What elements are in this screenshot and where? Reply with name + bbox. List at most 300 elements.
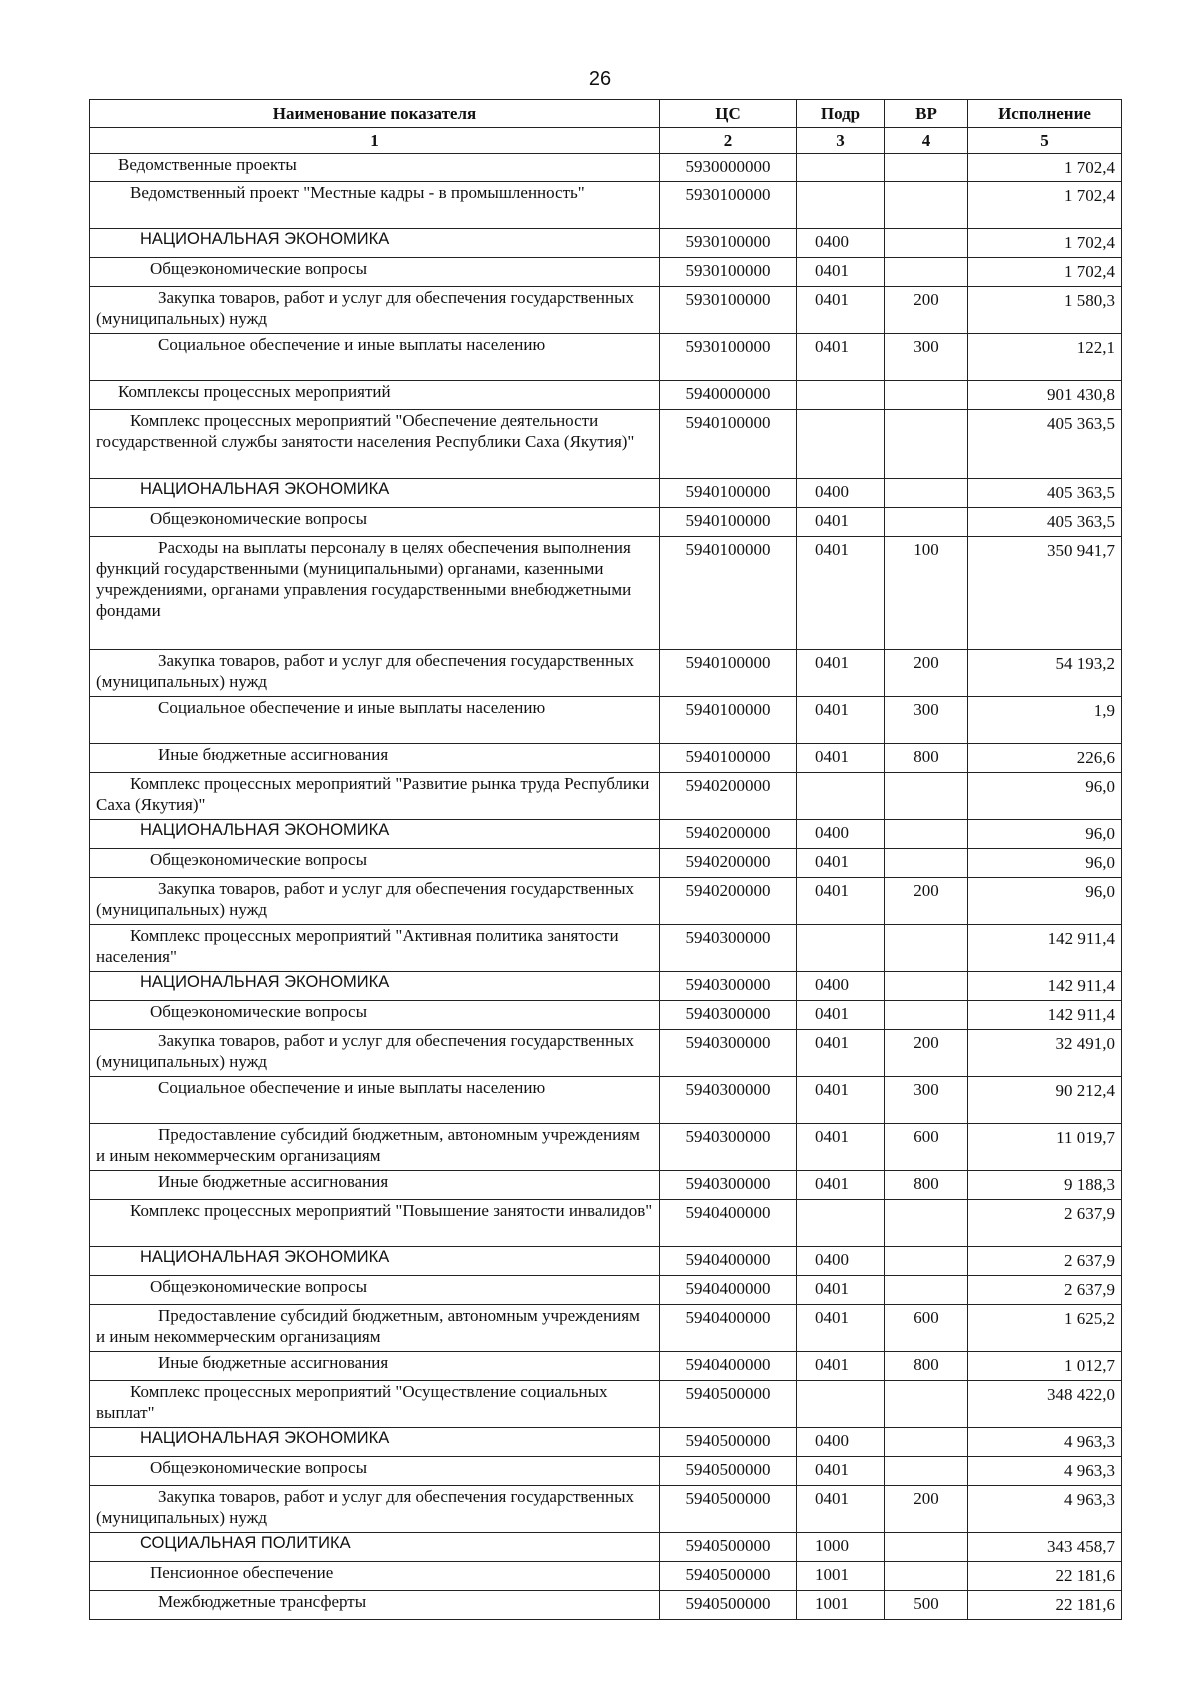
row-vr-cell [885, 258, 968, 287]
row-name-cell [90, 1591, 660, 1620]
row-cs-cell [660, 1428, 797, 1457]
row-cs-cell [660, 972, 797, 1001]
row-cs-cell [660, 381, 797, 410]
row-podr-cell [797, 508, 885, 537]
row-name: Пенсионное обеспечение [150, 1563, 334, 1582]
table-row [90, 1001, 1122, 1030]
row-cs: 5930100000 [685, 261, 771, 280]
table-row [90, 287, 1122, 334]
row-amount-cell [968, 334, 1122, 381]
row-amount: 2 637,9 [1064, 1204, 1115, 1223]
row-name: НАЦИОНАЛЬНАЯ ЭКОНОМИКА [140, 821, 390, 839]
row-amount: 350 941,7 [1047, 541, 1115, 560]
row-cs: 5940300000 [685, 1080, 771, 1099]
table-row [90, 1077, 1122, 1124]
row-vr-cell [885, 878, 968, 925]
row-name-cell [90, 1124, 660, 1171]
row-vr-cell [885, 479, 968, 508]
table-row [90, 1591, 1122, 1620]
row-amount-cell [968, 1077, 1122, 1124]
page-number: 26 [588, 68, 612, 90]
row-vr-cell [885, 849, 968, 878]
row-podr-cell [797, 537, 885, 650]
row-amount-cell [968, 258, 1122, 287]
row-cs: 5940500000 [685, 1384, 771, 1403]
row-name-cell [90, 154, 660, 182]
row-vr: 100 [913, 540, 939, 559]
table-row [90, 1200, 1122, 1247]
row-vr: 600 [913, 1127, 939, 1146]
row-podr: 0401 [815, 1127, 849, 1146]
table-row [90, 229, 1122, 258]
row-podr: 0401 [815, 1033, 849, 1052]
row-amount-cell [968, 650, 1122, 697]
row-amount: 405 363,5 [1047, 512, 1115, 531]
row-amount-cell [968, 878, 1122, 925]
row-name: Закупка товаров, работ и услуг для обеспечения государственных (муниципальных) нужд [96, 1031, 635, 1071]
row-vr: 800 [913, 1174, 939, 1193]
row-podr: 0401 [815, 1308, 849, 1327]
row-amount: 32 491,0 [1055, 1034, 1115, 1053]
row-podr-cell [797, 1305, 885, 1352]
table-row [90, 1305, 1122, 1352]
row-podr-cell [797, 697, 885, 744]
row-vr: 800 [913, 747, 939, 766]
row-cs-cell [660, 410, 797, 479]
row-podr-cell [797, 972, 885, 1001]
row-name-cell [90, 1171, 660, 1200]
row-amount-cell [968, 1305, 1122, 1352]
row-cs-cell [660, 820, 797, 849]
row-amount: 11 019,7 [1056, 1128, 1115, 1147]
row-podr-cell [797, 154, 885, 182]
row-amount: 4 963,3 [1064, 1461, 1115, 1480]
row-cs-cell [660, 697, 797, 744]
row-amount: 4 963,3 [1064, 1490, 1115, 1509]
row-podr-cell [797, 1077, 885, 1124]
row-amount-cell [968, 1001, 1122, 1030]
row-podr-cell [797, 820, 885, 849]
row-vr-cell [885, 410, 968, 479]
row-podr-cell [797, 258, 885, 287]
row-name-cell [90, 1428, 660, 1457]
row-name-cell [90, 1077, 660, 1124]
row-podr-cell [797, 849, 885, 878]
row-name: Расходы на выплаты персоналу в целях обеспечения выполнения функций государственными (муниципальными) органами, казенными учреждениями, органами управления государственными внебюджетными фондами [96, 538, 632, 620]
row-name-cell [90, 182, 660, 229]
row-vr-cell [885, 154, 968, 182]
row-vr-cell [885, 1591, 968, 1620]
row-vr-cell [885, 773, 968, 820]
row-name: Закупка товаров, работ и услуг для обеспечения государственных (муниципальных) нужд [96, 288, 635, 328]
row-cs: 5940500000 [685, 1594, 771, 1613]
row-vr-cell [885, 1247, 968, 1276]
row-vr-cell [885, 1486, 968, 1533]
column-number-row [90, 128, 1122, 154]
row-name: НАЦИОНАЛЬНАЯ ЭКОНОМИКА [140, 1429, 390, 1447]
row-amount-cell [968, 537, 1122, 650]
table-row [90, 1124, 1122, 1171]
row-name-cell [90, 820, 660, 849]
header-amount: Исполнение [968, 100, 1122, 128]
table-row [90, 1381, 1122, 1428]
row-cs-cell [660, 878, 797, 925]
row-name-cell [90, 479, 660, 508]
row-amount: 2 637,9 [1064, 1280, 1115, 1299]
row-name: Общеэкономические вопросы [150, 1002, 367, 1021]
row-podr-cell [797, 410, 885, 479]
row-vr: 200 [913, 1033, 939, 1052]
row-podr-cell [797, 182, 885, 229]
row-amount-cell [968, 1381, 1122, 1428]
row-podr: 0401 [815, 1355, 849, 1374]
row-amount-cell [968, 229, 1122, 258]
row-cs-cell [660, 1077, 797, 1124]
row-amount-cell [968, 1171, 1122, 1200]
table-row [90, 1428, 1122, 1457]
row-cs: 5930100000 [685, 232, 771, 251]
row-amount-cell [968, 849, 1122, 878]
row-name: Закупка товаров, работ и услуг для обеспечения государственных (муниципальных) нужд [96, 879, 635, 919]
row-name: Общеэкономические вопросы [150, 1277, 367, 1296]
row-name-cell [90, 1305, 660, 1352]
row-vr: 600 [913, 1308, 939, 1327]
row-amount: 1 702,4 [1064, 233, 1115, 252]
row-amount: 122,1 [1076, 338, 1115, 357]
table-row [90, 1533, 1122, 1562]
row-vr-cell [885, 182, 968, 229]
column-number: 4 [885, 128, 968, 154]
row-name-cell [90, 1276, 660, 1305]
row-name-cell [90, 925, 660, 972]
row-podr: 0400 [815, 975, 849, 994]
row-amount-cell [968, 744, 1122, 773]
row-amount: 1 012,7 [1064, 1356, 1115, 1375]
row-amount-cell [968, 508, 1122, 537]
row-podr-cell [797, 1030, 885, 1077]
table-row [90, 1562, 1122, 1591]
row-cs-cell [660, 182, 797, 229]
row-amount-cell [968, 1428, 1122, 1457]
row-name-cell [90, 972, 660, 1001]
table-row [90, 1352, 1122, 1381]
row-name: Ведомственный проект "Местные кадры - в промышленность" [130, 183, 585, 202]
row-vr-cell [885, 1001, 968, 1030]
row-cs: 5940200000 [685, 881, 771, 900]
row-name: Предоставление субсидий бюджетным, автономным учреждениям и иным некоммерческим организациям [96, 1125, 640, 1165]
row-name-cell [90, 1001, 660, 1030]
row-cs: 5940500000 [685, 1431, 771, 1450]
table-row [90, 972, 1122, 1001]
row-name: Иные бюджетные ассигнования [158, 745, 389, 764]
row-amount-cell [968, 1562, 1122, 1591]
row-podr: 0401 [815, 337, 849, 356]
row-name-cell [90, 1247, 660, 1276]
row-cs-cell [660, 1457, 797, 1486]
row-podr-cell [797, 1124, 885, 1171]
row-name-cell [90, 1352, 660, 1381]
row-vr-cell [885, 972, 968, 1001]
table-row [90, 1276, 1122, 1305]
row-amount: 22 181,6 [1055, 1566, 1115, 1585]
row-name: Социальное обеспечение и иные выплаты населению [158, 335, 546, 354]
row-cs-cell [660, 1001, 797, 1030]
row-vr: 500 [913, 1594, 939, 1613]
row-cs: 5940300000 [685, 1004, 771, 1023]
row-podr: 0400 [815, 232, 849, 251]
row-amount: 96,0 [1085, 824, 1115, 843]
row-name: НАЦИОНАЛЬНАЯ ЭКОНОМИКА [140, 1248, 390, 1266]
row-name-cell [90, 381, 660, 410]
row-amount-cell [968, 1486, 1122, 1533]
row-name-cell [90, 1457, 660, 1486]
row-amount-cell [968, 1352, 1122, 1381]
row-amount: 348 422,0 [1047, 1385, 1115, 1404]
row-name-cell [90, 229, 660, 258]
row-cs-cell [660, 849, 797, 878]
row-podr: 0401 [815, 881, 849, 900]
row-amount-cell [968, 1247, 1122, 1276]
row-vr-cell [885, 1276, 968, 1305]
row-amount: 405 363,5 [1047, 414, 1115, 433]
row-name-cell [90, 508, 660, 537]
row-podr: 1000 [815, 1536, 849, 1555]
column-number: 2 [660, 128, 797, 154]
row-vr: 200 [913, 653, 939, 672]
row-vr-cell [885, 650, 968, 697]
row-amount-cell [968, 820, 1122, 849]
row-amount: 1 702,4 [1064, 186, 1115, 205]
table-body [90, 154, 1122, 1620]
row-podr: 0401 [815, 1080, 849, 1099]
row-cs-cell [660, 1030, 797, 1077]
table-row [90, 508, 1122, 537]
row-podr-cell [797, 1591, 885, 1620]
table-row [90, 1486, 1122, 1533]
row-amount-cell [968, 182, 1122, 229]
row-podr-cell [797, 1533, 885, 1562]
row-podr: 0401 [815, 1174, 849, 1193]
row-cs-cell [660, 287, 797, 334]
table-row [90, 1457, 1122, 1486]
row-cs-cell [660, 1171, 797, 1200]
row-podr-cell [797, 1247, 885, 1276]
row-name-cell [90, 1486, 660, 1533]
row-name: Предоставление субсидий бюджетным, автономным учреждениям и иным некоммерческим организациям [96, 1306, 640, 1346]
row-vr-cell [885, 287, 968, 334]
row-podr-cell [797, 1457, 885, 1486]
row-name: Социальное обеспечение и иные выплаты населению [158, 698, 546, 717]
row-cs: 5940300000 [685, 928, 771, 947]
row-vr-cell [885, 1533, 968, 1562]
row-podr-cell [797, 1200, 885, 1247]
row-vr: 200 [913, 881, 939, 900]
row-name-cell [90, 410, 660, 479]
row-name-cell [90, 650, 660, 697]
row-podr: 0401 [815, 511, 849, 530]
row-cs: 5940400000 [685, 1279, 771, 1298]
row-cs: 5940500000 [685, 1536, 771, 1555]
row-amount: 142 911,4 [1047, 929, 1115, 948]
row-vr-cell [885, 1428, 968, 1457]
row-cs: 5940200000 [685, 852, 771, 871]
row-podr-cell [797, 1001, 885, 1030]
row-cs-cell [660, 1352, 797, 1381]
row-name: Социальное обеспечение и иные выплаты населению [158, 1078, 546, 1097]
row-name: Общеэкономические вопросы [150, 259, 367, 278]
column-number: 5 [968, 128, 1122, 154]
row-amount: 9 188,3 [1064, 1175, 1115, 1194]
row-cs: 5940500000 [685, 1565, 771, 1584]
row-vr-cell [885, 697, 968, 744]
row-amount: 90 212,4 [1055, 1081, 1115, 1100]
row-name: Общеэкономические вопросы [150, 850, 367, 869]
row-cs-cell [660, 1381, 797, 1428]
row-vr-cell [885, 1171, 968, 1200]
row-vr-cell [885, 381, 968, 410]
row-name: Иные бюджетные ассигнования [158, 1353, 389, 1372]
table-row [90, 925, 1122, 972]
row-podr: 0401 [815, 653, 849, 672]
row-amount: 901 430,8 [1047, 385, 1115, 404]
row-podr-cell [797, 1171, 885, 1200]
table-row [90, 820, 1122, 849]
row-amount-cell [968, 479, 1122, 508]
row-cs-cell [660, 1124, 797, 1171]
row-cs-cell [660, 1305, 797, 1352]
row-cs-cell [660, 1562, 797, 1591]
row-cs-cell [660, 229, 797, 258]
row-name-cell [90, 537, 660, 650]
row-podr-cell [797, 1276, 885, 1305]
table-row [90, 334, 1122, 381]
row-podr: 0400 [815, 482, 849, 501]
row-podr-cell [797, 334, 885, 381]
row-name-cell [90, 1200, 660, 1247]
row-name-cell [90, 849, 660, 878]
column-number: 1 [90, 128, 660, 154]
row-podr: 0400 [815, 1431, 849, 1450]
header-vr: ВР [885, 100, 968, 128]
row-podr: 0401 [815, 1460, 849, 1479]
row-cs-cell [660, 744, 797, 773]
row-amount-cell [968, 1276, 1122, 1305]
row-cs-cell [660, 334, 797, 381]
row-amount: 405 363,5 [1047, 483, 1115, 502]
row-vr-cell [885, 1457, 968, 1486]
row-name-cell [90, 1381, 660, 1428]
header-cs: ЦС [660, 100, 797, 128]
row-cs: 5940500000 [685, 1489, 771, 1508]
row-amount: 226,6 [1076, 748, 1115, 767]
row-amount: 96,0 [1085, 853, 1115, 872]
row-amount-cell [968, 410, 1122, 479]
row-cs-cell [660, 258, 797, 287]
row-podr: 0401 [815, 1004, 849, 1023]
row-name-cell [90, 744, 660, 773]
table-row [90, 258, 1122, 287]
row-vr-cell [885, 1030, 968, 1077]
row-podr-cell [797, 878, 885, 925]
row-vr-cell [885, 744, 968, 773]
row-cs: 5940100000 [685, 747, 771, 766]
row-podr-cell [797, 1486, 885, 1533]
row-amount: 4 963,3 [1064, 1432, 1115, 1451]
row-cs-cell [660, 1591, 797, 1620]
table-row [90, 697, 1122, 744]
row-name: Комплекс процессных мероприятий "Развитие рынка труда Республики Саха (Якутия)" [96, 774, 650, 814]
row-podr-cell [797, 1562, 885, 1591]
row-vr-cell [885, 925, 968, 972]
row-amount: 343 458,7 [1047, 1537, 1115, 1556]
row-name: НАЦИОНАЛЬНАЯ ЭКОНОМИКА [140, 480, 390, 498]
row-amount-cell [968, 697, 1122, 744]
row-cs: 5940400000 [685, 1355, 771, 1374]
table-row [90, 650, 1122, 697]
row-amount-cell [968, 287, 1122, 334]
row-podr: 0400 [815, 1250, 849, 1269]
table-row [90, 182, 1122, 229]
row-cs-cell [660, 508, 797, 537]
row-vr-cell [885, 1077, 968, 1124]
row-name: НАЦИОНАЛЬНАЯ ЭКОНОМИКА [140, 230, 390, 248]
row-podr: 0401 [815, 290, 849, 309]
table-row [90, 410, 1122, 479]
row-podr-cell [797, 229, 885, 258]
header-podr: Подр [797, 100, 885, 128]
row-cs: 5930100000 [685, 337, 771, 356]
row-cs-cell [660, 1486, 797, 1533]
row-podr: 0401 [815, 852, 849, 871]
row-podr-cell [797, 1381, 885, 1428]
budget-table [89, 99, 1122, 1620]
row-name: Закупка товаров, работ и услуг для обеспечения государственных (муниципальных) нужд [96, 651, 635, 691]
row-podr: 0401 [815, 1279, 849, 1298]
row-cs-cell [660, 1276, 797, 1305]
row-name-cell [90, 334, 660, 381]
row-podr: 0401 [815, 261, 849, 280]
table-row [90, 1171, 1122, 1200]
row-podr: 1001 [815, 1565, 849, 1584]
table-row [90, 1247, 1122, 1276]
row-cs-cell [660, 1247, 797, 1276]
row-cs: 5930100000 [685, 290, 771, 309]
row-cs-cell [660, 1533, 797, 1562]
row-podr: 0401 [815, 747, 849, 766]
row-podr-cell [797, 744, 885, 773]
row-amount: 142 911,4 [1047, 976, 1115, 995]
row-cs-cell [660, 479, 797, 508]
row-podr: 0401 [815, 540, 849, 559]
table-row [90, 381, 1122, 410]
row-podr-cell [797, 381, 885, 410]
row-cs-cell [660, 773, 797, 820]
row-amount: 96,0 [1085, 777, 1115, 796]
row-name-cell [90, 1562, 660, 1591]
header-name: Наименование показателя [90, 100, 660, 128]
row-name-cell [90, 697, 660, 744]
row-amount-cell [968, 773, 1122, 820]
header-row [90, 100, 1122, 128]
row-cs: 5930000000 [685, 157, 771, 176]
row-cs-cell [660, 925, 797, 972]
row-cs: 5930100000 [685, 185, 771, 204]
row-cs: 5940100000 [685, 511, 771, 530]
row-vr-cell [885, 1352, 968, 1381]
table-row [90, 849, 1122, 878]
row-name: Комплекс процессных мероприятий "Обеспечение деятельности государственной службы занятости населения Республики Саха (Якутия)" [96, 411, 635, 451]
row-podr-cell [797, 287, 885, 334]
